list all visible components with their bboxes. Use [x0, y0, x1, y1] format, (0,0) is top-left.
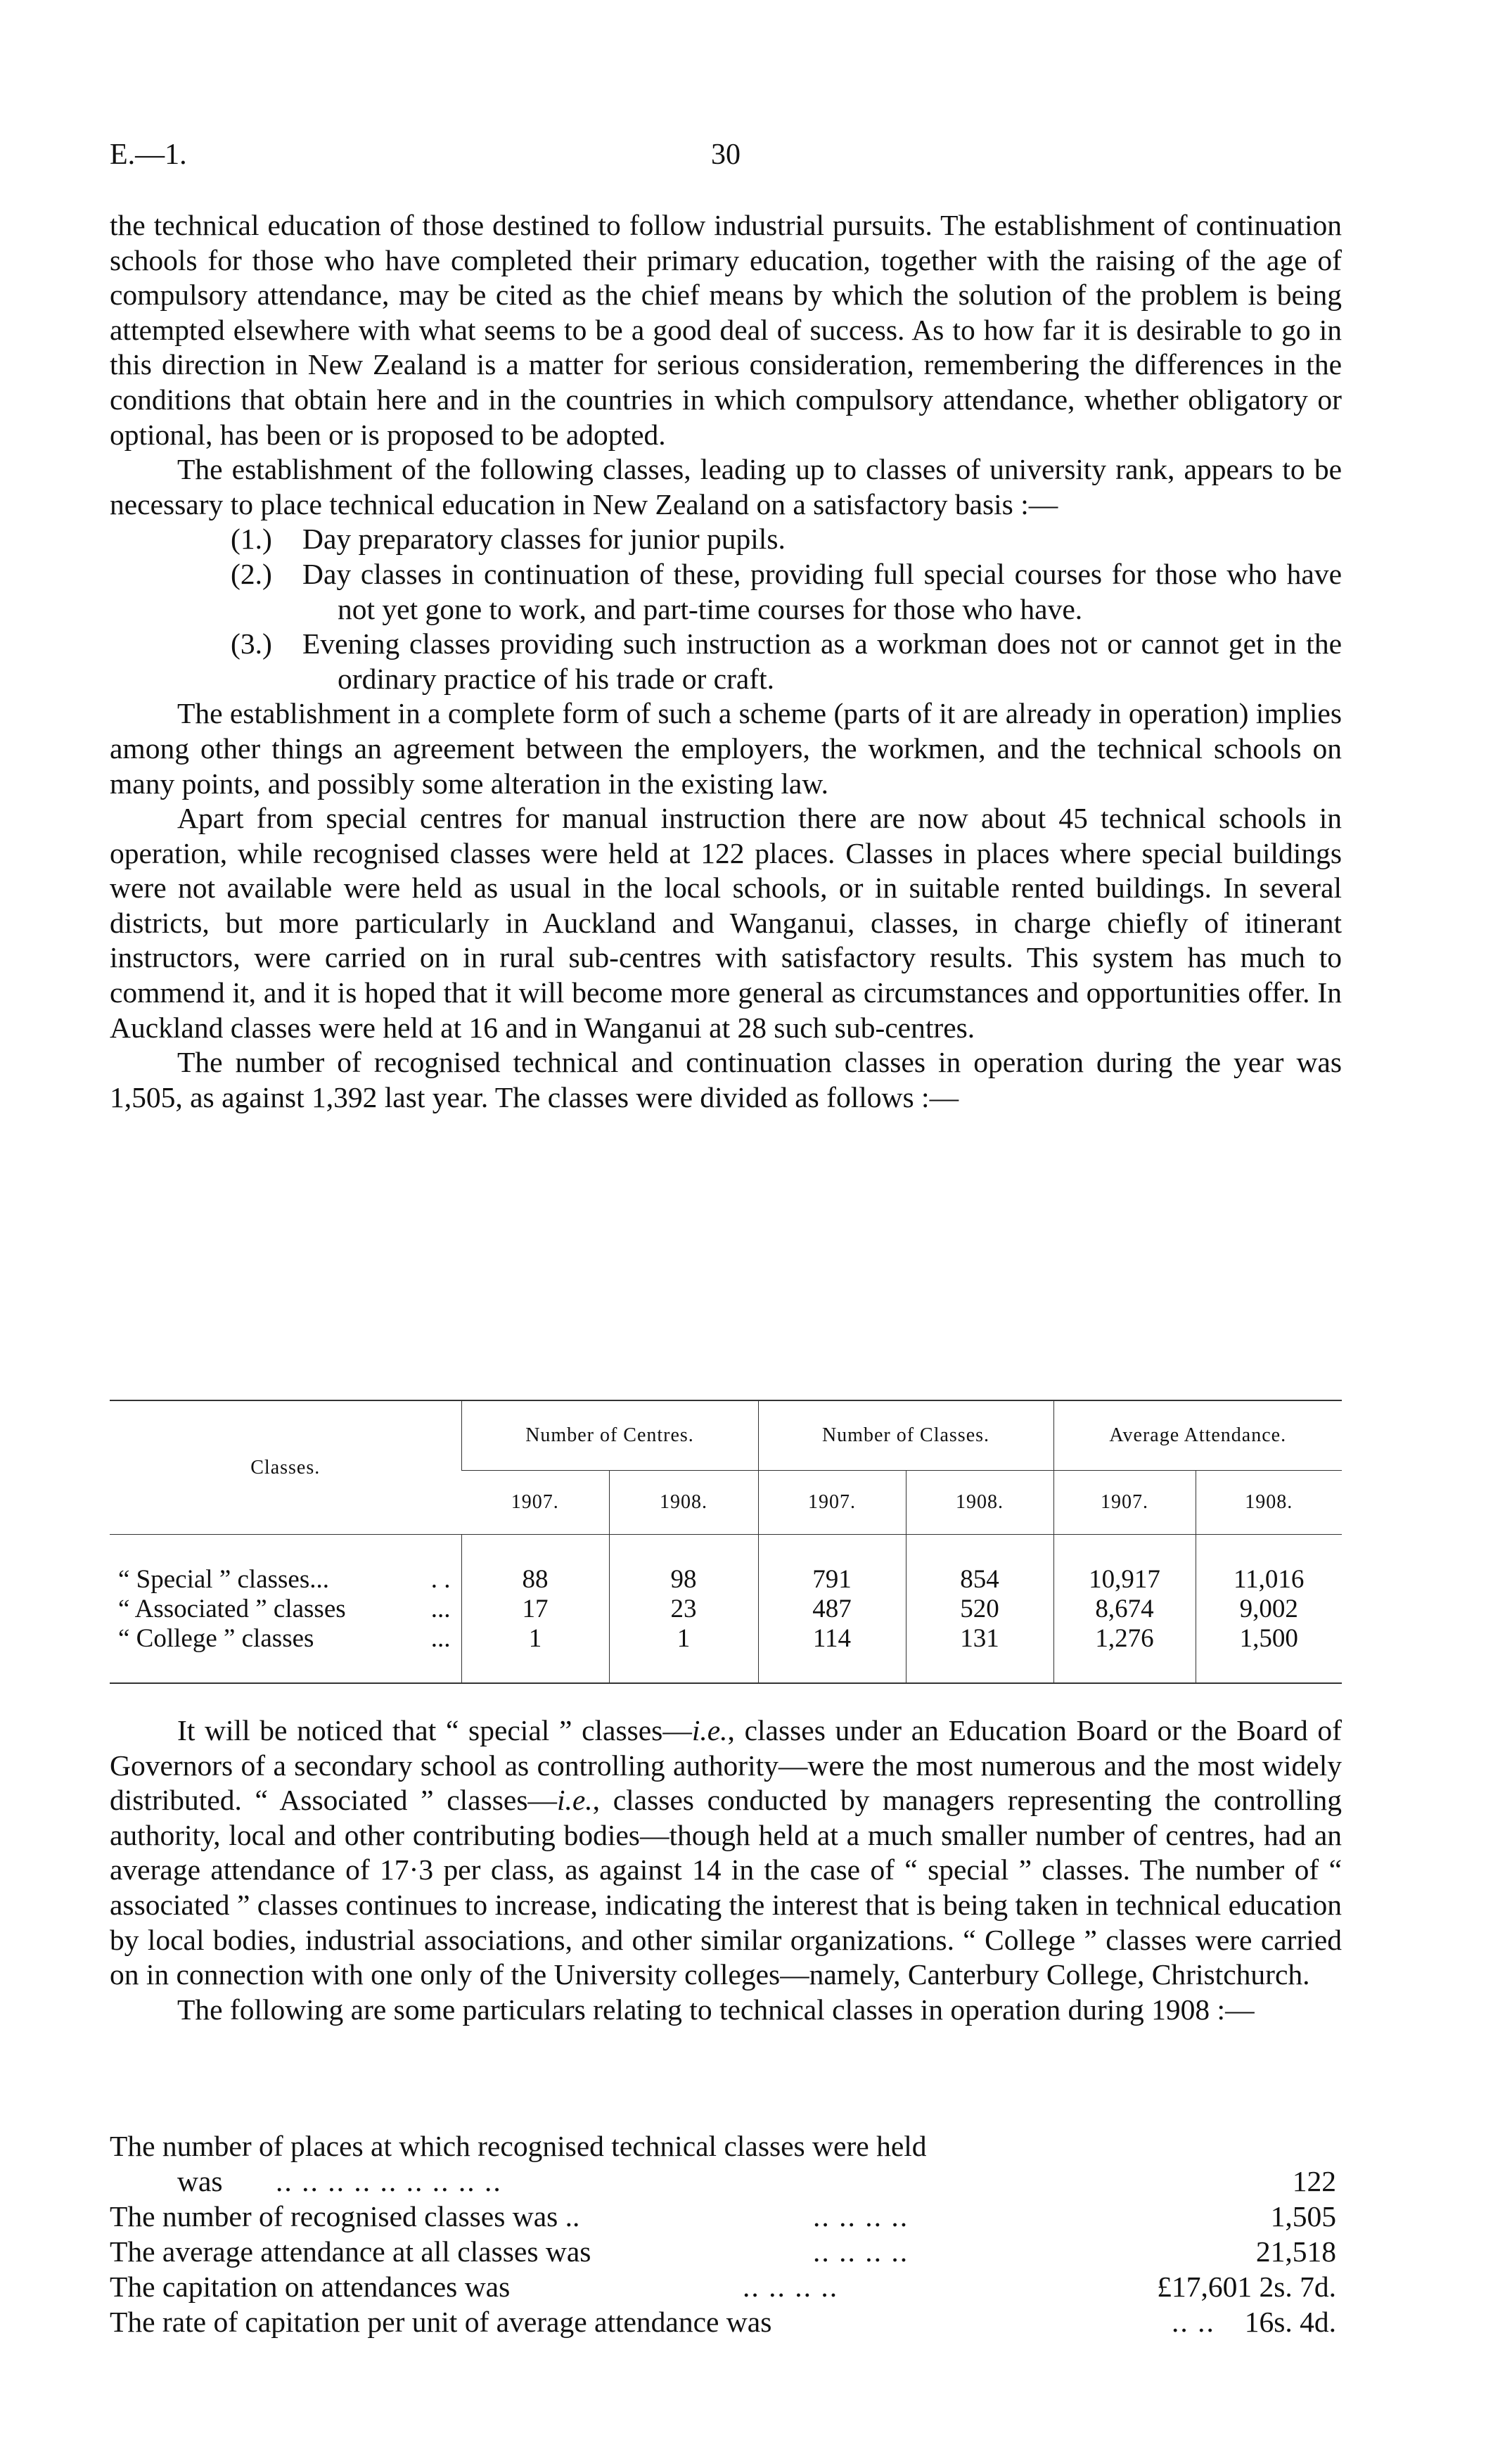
paragraph-particulars-intro: The following are some particulars relating to technical classes in operation during 1908 :— — [177, 1993, 1255, 2026]
table-cell: 17 — [461, 1595, 609, 1624]
particulars-row — [110, 2234, 1342, 2269]
table-row — [110, 1595, 1342, 1624]
particulars-value: 122 — [1292, 2165, 1336, 2197]
table-cell: 131 — [906, 1624, 1053, 1683]
column-group-classes: Number of Classes. — [758, 1400, 1053, 1471]
column-header-year: 1908. — [906, 1471, 1053, 1535]
paragraph-special-classes: It will be noticed that “ special ” classes—i.e., classes under an Education Board or the Board of Governors of a secondary school as controlling authority—were the most numerous and the most widely distributed. “ Associated ” classes—i.e., classes conducted by managers representing the controlling authority, local and other contributing bodies—though held at a much smaller number of centres, had an average attendance of 17·3 per class, as against 14 in the case of “ special ” classes. The number of “ associated ” classes continues to increase, indicating the interest that is being taken in technical education by local bodies, industrial associations, and other similar organizations. “ College ” classes were carried on in connection with one only of the University colleges—namely, Canterbury College, Christchurch. — [110, 1714, 1342, 1991]
particulars-value: 16s. 4d. — [1244, 2306, 1336, 2338]
page-number: 30 — [711, 139, 741, 171]
column-header-year: 1908. — [609, 1471, 758, 1535]
classes-list — [110, 522, 1342, 696]
particulars-value: £17,601 2s. 7d. — [1157, 2270, 1336, 2303]
list-item-text: Evening classes providing such instruction as a workman does not or cannot get in the ordinary practice of his trade or craft. — [302, 627, 1342, 695]
table-cell: 10,917 — [1053, 1535, 1196, 1595]
row-label: “ Special ” classes... . . — [118, 1565, 451, 1594]
table-cell: 9,002 — [1196, 1595, 1342, 1624]
classes-table — [110, 1400, 1342, 1684]
table-cell: 520 — [906, 1595, 1053, 1624]
paragraph-class-count: The number of recognised technical and continuation classes in operation during the year was 1,505, as against 1,392 last year. The classes were divided as follows :— — [110, 1046, 1342, 1113]
table-cell: 88 — [461, 1535, 609, 1595]
particulars-value: 1,505 — [1270, 2200, 1336, 2233]
list-item — [110, 522, 1342, 557]
table-cell: 791 — [758, 1535, 906, 1595]
page-header — [110, 138, 1342, 180]
leader-dots: .. .. .. .. — [813, 2200, 909, 2233]
body-text-bottom — [110, 1713, 1342, 2027]
list-item — [110, 557, 1342, 627]
table-cell: 23 — [609, 1595, 758, 1624]
particulars-label: The capitation on attendances was — [110, 2270, 511, 2303]
particulars-label: The rate of capitation per unit of average attendance was — [110, 2306, 772, 2338]
list-item — [110, 627, 1342, 696]
column-header-year: 1908. — [1196, 1471, 1342, 1535]
body-text-top — [110, 208, 1342, 1115]
particulars-row — [110, 2128, 1342, 2164]
list-marker: (2.) — [231, 557, 272, 590]
particulars-row — [110, 2304, 1342, 2339]
list-marker: (3.) — [231, 627, 272, 660]
particulars-label: The number of recognised classes was .. — [110, 2200, 580, 2233]
table-cell: 1 — [609, 1624, 758, 1683]
table-row — [110, 1624, 1342, 1683]
particulars-label: was — [177, 2165, 223, 2197]
list-item-text: Day classes in continuation of these, providing full special courses for those who have not yet gone to work, and part-time courses for those who have. — [302, 557, 1342, 625]
report-reference: E.—1. — [110, 139, 187, 171]
particulars-label: The average attendance at all classes was — [110, 2235, 591, 2268]
column-group-centres: Number of Centres. — [461, 1400, 758, 1471]
column-header-year: 1907. — [461, 1471, 609, 1535]
row-label: “ College ” classes ... — [110, 1624, 461, 1683]
table-cell: 11,016 — [1196, 1535, 1342, 1595]
column-group-attendance: Average Attendance. — [1053, 1400, 1342, 1471]
leader-dots: .. .. — [1172, 2306, 1215, 2338]
table-cell: 1,276 — [1053, 1624, 1196, 1683]
particulars-value: 21,518 — [1255, 2235, 1336, 2268]
table-row — [110, 1535, 1342, 1595]
particulars-row — [110, 2164, 1342, 2199]
column-header-classes: Classes. — [110, 1400, 461, 1535]
paragraph-centres: Apart from special centres for manual instruction there are now about 45 technical schools in operation, while recognised classes were held at 122 places. Classes in places where special buildings were not available were held as usual in the local schools, or in suitable rented buildings. In several districts, but more particularly in Auckland and Wanganui, classes, in charge chiefly of itinerant instructors, were carried on in rural sub-centres with satisfactory results. This system has much to commend it, and it is hoped that it will become more general as circumstances and opportunities offer. In Auckland classes were held at 16 and in Wanganui at 28 such sub-centres. — [110, 802, 1342, 1044]
row-label: “ Associated ” classes ... — [118, 1595, 451, 1623]
paragraph-classes-intro: The establishment of the following classes, leading up to classes of university rank, appears to be necessary to place technical education in New Zealand on a satisfactory basis :— — [110, 453, 1342, 520]
paragraph-scheme: The establishment in a complete form of such a scheme (parts of it are already in operation) implies among other things an agreement between the employers, the workmen, and the technical schools on many points, and possibly some alteration in the existing law. — [110, 697, 1342, 800]
leader-dots: .. .. .. .. — [743, 2270, 839, 2303]
list-marker: (1.) — [231, 523, 272, 556]
table-cell: 1,500 — [1196, 1624, 1342, 1683]
particulars-list — [110, 2128, 1342, 2339]
leader-dots: .. .. .. .. .. .. .. .. .. — [276, 2165, 502, 2197]
particulars-row — [110, 2199, 1342, 2234]
paragraph-continuation: the technical education of those destined to follow industrial pursuits. The establishment of continuation schools for those who have completed their primary education, together with the raising of the age of compulsory attendance, may be cited as the chief means by which the solution of the problem is being attempted elsewhere with what seems to be a good deal of success. As to how far it is desirable to go in this direction in New Zealand is a matter for serious consideration, remembering the differences in the conditions that obtain here and in the countries in which compulsory attendance, whether obligatory or optional, has been or is proposed to be adopted. — [110, 209, 1342, 451]
table-cell: 8,674 — [1053, 1595, 1196, 1624]
table-cell: 854 — [906, 1535, 1053, 1595]
column-header-year: 1907. — [1053, 1471, 1196, 1535]
list-item-text: Day preparatory classes for junior pupils. — [302, 523, 786, 556]
leader-dots: .. .. .. .. — [813, 2235, 909, 2268]
table-cell: 98 — [609, 1535, 758, 1595]
table-cell: 487 — [758, 1595, 906, 1624]
particulars-label: The number of places at which recognised technical classes were held — [110, 2130, 927, 2162]
table-cell: 1 — [461, 1624, 609, 1683]
particulars-row — [110, 2269, 1342, 2304]
table-cell: 114 — [758, 1624, 906, 1683]
column-header-year: 1907. — [758, 1471, 906, 1535]
